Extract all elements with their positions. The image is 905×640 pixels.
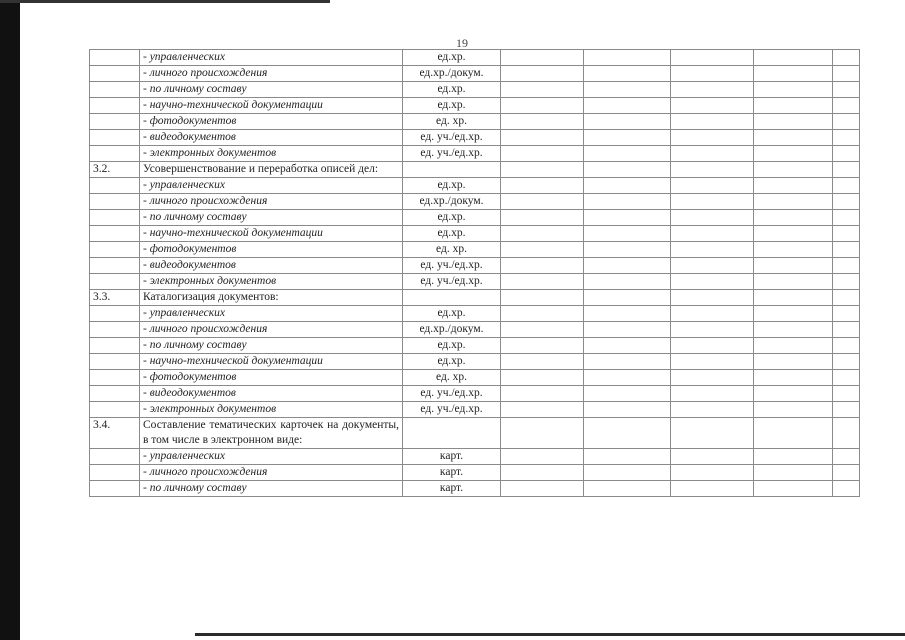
empty-cell <box>501 402 584 418</box>
row-unit-cell: ед. уч./ед.хр. <box>403 274 501 290</box>
empty-cell <box>754 338 833 354</box>
row-unit-cell: ед.хр. <box>403 338 501 354</box>
empty-cell <box>833 178 860 194</box>
empty-cell <box>754 226 833 242</box>
empty-cell <box>501 386 584 402</box>
row-name-cell: - управленческих <box>140 449 403 465</box>
empty-cell <box>833 449 860 465</box>
row-name-cell: - по личному составу <box>140 210 403 226</box>
row-unit-cell: ед.хр. <box>403 226 501 242</box>
empty-cell <box>833 146 860 162</box>
row-name-cell: - управленческих <box>140 306 403 322</box>
empty-cell <box>833 226 860 242</box>
empty-cell <box>833 290 860 306</box>
row-name-cell: Составление тематических карточек на документы, в том числе в электронном виде: <box>140 418 403 449</box>
row-unit-cell: ед.хр. <box>403 50 501 66</box>
row-number-cell <box>90 82 140 98</box>
empty-cell <box>584 50 671 66</box>
table-row <box>90 465 860 481</box>
empty-cell <box>671 50 754 66</box>
table-row <box>90 82 860 98</box>
row-number-cell <box>90 322 140 338</box>
empty-cell <box>584 290 671 306</box>
empty-cell <box>671 354 754 370</box>
row-number-cell <box>90 402 140 418</box>
empty-cell <box>754 258 833 274</box>
table-row <box>90 322 860 338</box>
table-row <box>90 370 860 386</box>
row-number-cell <box>90 274 140 290</box>
empty-cell <box>833 82 860 98</box>
empty-cell <box>671 82 754 98</box>
row-unit-cell: карт. <box>403 465 501 481</box>
table-row <box>90 338 860 354</box>
empty-cell <box>584 242 671 258</box>
empty-cell <box>501 370 584 386</box>
empty-cell <box>501 226 584 242</box>
empty-cell <box>584 274 671 290</box>
row-unit-cell: ед. уч./ед.хр. <box>403 130 501 146</box>
empty-cell <box>501 449 584 465</box>
empty-cell <box>671 242 754 258</box>
empty-cell <box>671 449 754 465</box>
empty-cell <box>501 322 584 338</box>
row-number-cell <box>90 226 140 242</box>
row-unit-cell <box>403 162 501 178</box>
empty-cell <box>584 114 671 130</box>
empty-cell <box>671 114 754 130</box>
row-number-cell <box>90 338 140 354</box>
row-name-cell: - видеодокументов <box>140 386 403 402</box>
row-name-cell: - личного происхождения <box>140 66 403 82</box>
empty-cell <box>671 306 754 322</box>
empty-cell <box>501 114 584 130</box>
row-name-cell: - управленческих <box>140 178 403 194</box>
table-row <box>90 418 860 449</box>
empty-cell <box>584 178 671 194</box>
row-number-cell <box>90 66 140 82</box>
table-row <box>90 386 860 402</box>
empty-cell <box>833 402 860 418</box>
table-row <box>90 130 860 146</box>
empty-cell <box>584 306 671 322</box>
empty-cell <box>833 481 860 497</box>
row-number-cell <box>90 481 140 497</box>
empty-cell <box>584 82 671 98</box>
empty-cell <box>671 418 754 449</box>
empty-cell <box>584 354 671 370</box>
empty-cell <box>754 130 833 146</box>
empty-cell <box>501 481 584 497</box>
empty-cell <box>501 146 584 162</box>
empty-cell <box>833 162 860 178</box>
empty-cell <box>671 274 754 290</box>
row-number-cell <box>90 449 140 465</box>
row-number-cell <box>90 370 140 386</box>
empty-cell <box>584 402 671 418</box>
row-unit-cell: ед.хр. <box>403 82 501 98</box>
row-name-cell: - электронных документов <box>140 402 403 418</box>
row-name-cell: - научно-технической документации <box>140 354 403 370</box>
empty-cell <box>501 178 584 194</box>
page-number: 19 <box>456 36 468 50</box>
row-name-cell: Усовершенствование и переработка описей дел: <box>140 162 403 178</box>
table-row <box>90 178 860 194</box>
empty-cell <box>754 386 833 402</box>
empty-cell <box>754 402 833 418</box>
row-unit-cell: ед. уч./ед.хр. <box>403 386 501 402</box>
empty-cell <box>584 481 671 497</box>
empty-cell <box>584 210 671 226</box>
row-unit-cell: ед.хр. <box>403 178 501 194</box>
row-unit-cell: карт. <box>403 449 501 465</box>
empty-cell <box>754 178 833 194</box>
empty-cell <box>501 465 584 481</box>
empty-cell <box>671 290 754 306</box>
row-unit-cell: ед. хр. <box>403 370 501 386</box>
table-row <box>90 114 860 130</box>
row-unit-cell: карт. <box>403 481 501 497</box>
empty-cell <box>584 465 671 481</box>
empty-cell <box>584 146 671 162</box>
empty-cell <box>833 274 860 290</box>
row-unit-cell: ед.хр./докум. <box>403 322 501 338</box>
row-number-cell <box>90 130 140 146</box>
table-row <box>90 290 860 306</box>
empty-cell <box>754 449 833 465</box>
empty-cell <box>833 50 860 66</box>
empty-cell <box>833 306 860 322</box>
row-unit-cell: ед. уч./ед.хр. <box>403 402 501 418</box>
row-number-cell <box>90 194 140 210</box>
row-number-cell: 3.4. <box>90 418 140 449</box>
empty-cell <box>754 66 833 82</box>
table-row <box>90 210 860 226</box>
empty-cell <box>671 322 754 338</box>
empty-cell <box>833 66 860 82</box>
empty-cell <box>584 322 671 338</box>
table-row <box>90 98 860 114</box>
row-unit-cell <box>403 418 501 449</box>
empty-cell <box>833 418 860 449</box>
empty-cell <box>754 290 833 306</box>
empty-cell <box>584 258 671 274</box>
row-name-cell: Каталогизация документов: <box>140 290 403 306</box>
table-row <box>90 50 860 66</box>
empty-cell <box>754 354 833 370</box>
empty-cell <box>584 370 671 386</box>
empty-cell <box>754 82 833 98</box>
empty-cell <box>671 465 754 481</box>
empty-cell <box>584 194 671 210</box>
row-unit-cell: ед.хр./докум. <box>403 194 501 210</box>
empty-cell <box>833 242 860 258</box>
row-number-cell <box>90 242 140 258</box>
row-name-cell: - видеодокументов <box>140 130 403 146</box>
empty-cell <box>584 130 671 146</box>
empty-cell <box>501 82 584 98</box>
empty-cell <box>833 98 860 114</box>
row-name-cell: - фотодокументов <box>140 242 403 258</box>
empty-cell <box>501 290 584 306</box>
empty-cell <box>501 306 584 322</box>
empty-cell <box>584 226 671 242</box>
empty-cell <box>671 386 754 402</box>
empty-cell <box>501 242 584 258</box>
table-row <box>90 481 860 497</box>
row-number-cell: 3.2. <box>90 162 140 178</box>
empty-cell <box>584 98 671 114</box>
row-number-cell <box>90 465 140 481</box>
empty-cell <box>671 66 754 82</box>
table-row <box>90 194 860 210</box>
empty-cell <box>671 98 754 114</box>
empty-cell <box>501 354 584 370</box>
empty-cell <box>501 338 584 354</box>
scan-edge-bar <box>0 0 20 640</box>
row-unit-cell: ед.хр. <box>403 98 501 114</box>
empty-cell <box>584 66 671 82</box>
table-row <box>90 162 860 178</box>
row-name-cell: - по личному составу <box>140 82 403 98</box>
empty-cell <box>754 162 833 178</box>
empty-cell <box>501 194 584 210</box>
empty-cell <box>833 370 860 386</box>
empty-cell <box>671 481 754 497</box>
row-unit-cell: ед.хр. <box>403 210 501 226</box>
empty-cell <box>833 338 860 354</box>
row-name-cell: - по личному составу <box>140 481 403 497</box>
table-row <box>90 354 860 370</box>
row-number-cell <box>90 146 140 162</box>
empty-cell <box>584 418 671 449</box>
empty-cell <box>754 306 833 322</box>
row-name-cell: - личного происхождения <box>140 465 403 481</box>
row-number-cell <box>90 178 140 194</box>
empty-cell <box>754 50 833 66</box>
row-number-cell <box>90 354 140 370</box>
table-row <box>90 226 860 242</box>
table-row <box>90 306 860 322</box>
empty-cell <box>671 178 754 194</box>
row-unit-cell: ед.хр. <box>403 306 501 322</box>
empty-cell <box>671 210 754 226</box>
row-name-cell: - по личному составу <box>140 338 403 354</box>
scan-bottom-edge <box>195 633 905 636</box>
empty-cell <box>754 370 833 386</box>
empty-cell <box>501 210 584 226</box>
empty-cell <box>833 130 860 146</box>
row-number-cell <box>90 386 140 402</box>
table-row <box>90 242 860 258</box>
row-number-cell: 3.3. <box>90 290 140 306</box>
row-number-cell <box>90 306 140 322</box>
empty-cell <box>501 274 584 290</box>
row-unit-cell: ед. уч./ед.хр. <box>403 146 501 162</box>
row-number-cell <box>90 50 140 66</box>
empty-cell <box>671 146 754 162</box>
row-name-cell: - видеодокументов <box>140 258 403 274</box>
empty-cell <box>833 386 860 402</box>
row-number-cell <box>90 114 140 130</box>
empty-cell <box>754 242 833 258</box>
empty-cell <box>501 98 584 114</box>
empty-cell <box>754 98 833 114</box>
empty-cell <box>671 338 754 354</box>
empty-cell <box>671 226 754 242</box>
empty-cell <box>584 338 671 354</box>
table-row <box>90 274 860 290</box>
empty-cell <box>671 258 754 274</box>
empty-cell <box>833 465 860 481</box>
row-number-cell <box>90 210 140 226</box>
empty-cell <box>754 194 833 210</box>
empty-cell <box>754 418 833 449</box>
scan-top-edge <box>0 0 330 3</box>
row-unit-cell: ед.хр./докум. <box>403 66 501 82</box>
row-name-cell: - электронных документов <box>140 146 403 162</box>
empty-cell <box>754 146 833 162</box>
row-name-cell: - фотодокументов <box>140 114 403 130</box>
empty-cell <box>754 465 833 481</box>
row-number-cell <box>90 258 140 274</box>
table-row <box>90 402 860 418</box>
empty-cell <box>833 322 860 338</box>
table-row <box>90 258 860 274</box>
empty-cell <box>833 258 860 274</box>
empty-cell <box>584 162 671 178</box>
empty-cell <box>754 114 833 130</box>
empty-cell <box>833 354 860 370</box>
row-name-cell: - личного происхождения <box>140 194 403 210</box>
row-name-cell: - личного происхождения <box>140 322 403 338</box>
row-unit-cell: ед. уч./ед.хр. <box>403 258 501 274</box>
empty-cell <box>501 50 584 66</box>
table-row <box>90 449 860 465</box>
row-name-cell: - научно-технической документации <box>140 226 403 242</box>
row-unit-cell <box>403 290 501 306</box>
empty-cell <box>833 114 860 130</box>
row-unit-cell: ед. хр. <box>403 242 501 258</box>
empty-cell <box>501 162 584 178</box>
empty-cell <box>671 162 754 178</box>
empty-cell <box>671 370 754 386</box>
empty-cell <box>754 322 833 338</box>
empty-cell <box>833 210 860 226</box>
empty-cell <box>754 210 833 226</box>
empty-cell <box>584 449 671 465</box>
empty-cell <box>754 481 833 497</box>
table-row <box>90 146 860 162</box>
empty-cell <box>501 66 584 82</box>
work-plan-table <box>89 49 860 497</box>
row-number-cell <box>90 98 140 114</box>
empty-cell <box>501 130 584 146</box>
row-unit-cell: ед. хр. <box>403 114 501 130</box>
row-unit-cell: ед.хр. <box>403 354 501 370</box>
row-name-cell: - научно-технической документации <box>140 98 403 114</box>
row-name-cell: - электронных документов <box>140 274 403 290</box>
empty-cell <box>671 402 754 418</box>
row-name-cell: - управленческих <box>140 50 403 66</box>
empty-cell <box>833 194 860 210</box>
empty-cell <box>671 130 754 146</box>
row-name-cell: - фотодокументов <box>140 370 403 386</box>
empty-cell <box>754 274 833 290</box>
empty-cell <box>671 194 754 210</box>
empty-cell <box>501 418 584 449</box>
empty-cell <box>501 258 584 274</box>
empty-cell <box>584 386 671 402</box>
table-row <box>90 66 860 82</box>
